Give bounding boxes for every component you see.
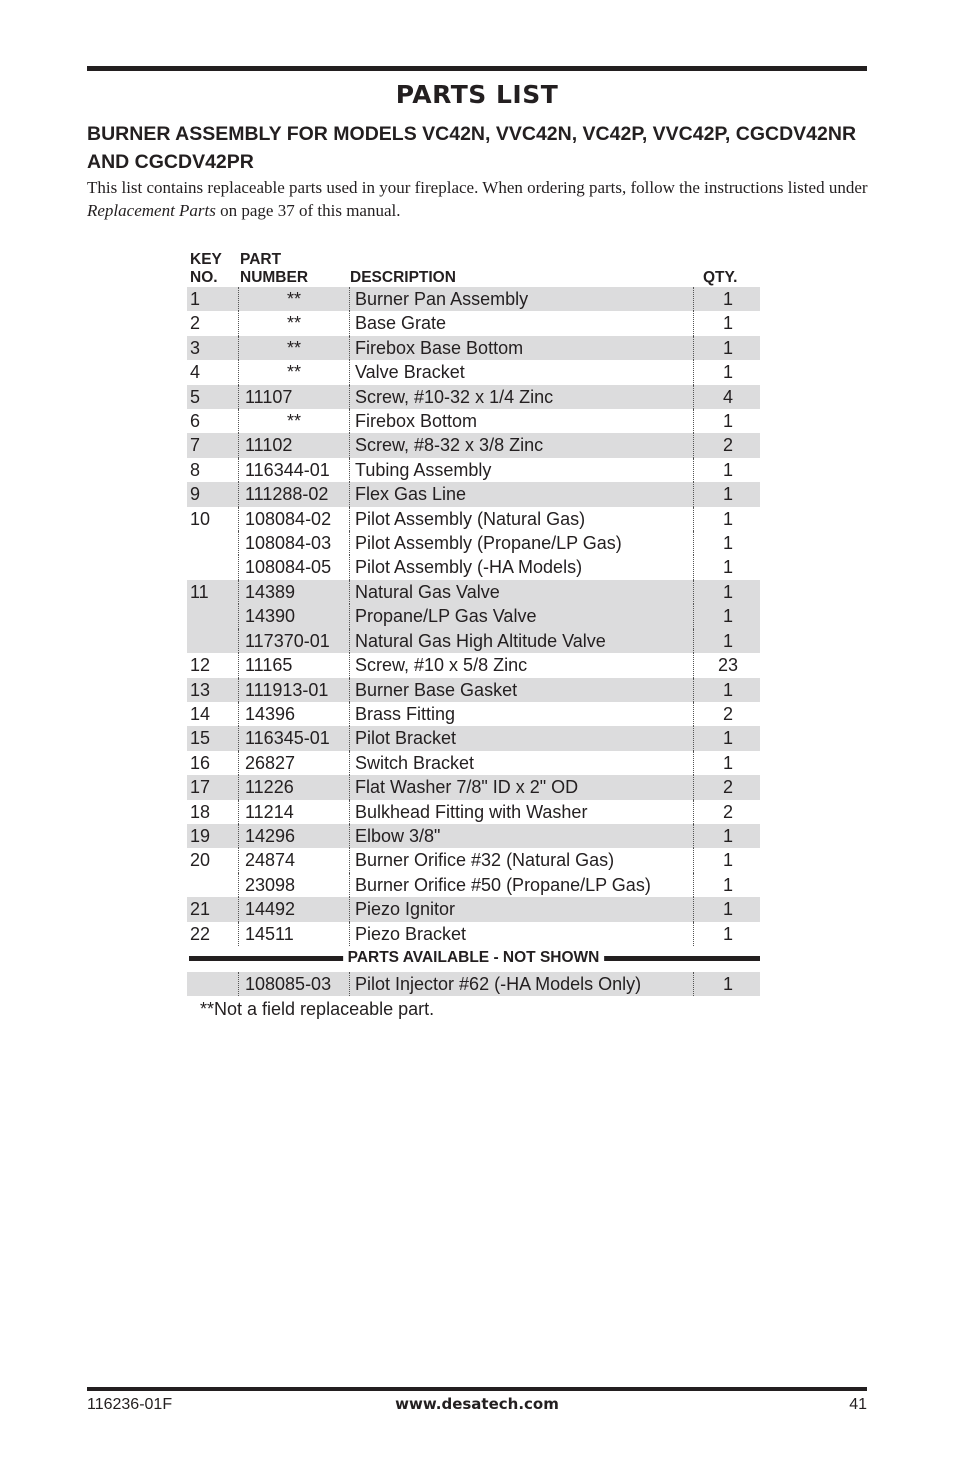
key-no-cell: 14 xyxy=(190,703,211,724)
intro-text-before: This list contains replaceable parts used in your fireplace. When ordering parts, follow the instructions listed under xyxy=(87,178,868,197)
description-cell: Natural Gas Valve xyxy=(349,580,693,604)
table-row xyxy=(187,507,760,531)
qty-cell: 1 xyxy=(693,360,762,384)
key-no-cell: 20 xyxy=(190,850,211,871)
table-row xyxy=(187,385,760,409)
part-number-cell: 11226 xyxy=(238,775,349,799)
table-row xyxy=(187,531,760,555)
parts-table-header xyxy=(187,248,760,287)
qty-cell: 1 xyxy=(693,409,762,433)
qty-cell: 1 xyxy=(693,507,762,531)
website: www.desatech.com xyxy=(395,1395,559,1413)
qty-cell: 2 xyxy=(693,433,762,457)
description-cell: Propane/LP Gas Valve xyxy=(349,604,693,628)
qty-cell: 1 xyxy=(693,824,762,848)
key-no-cell: 9 xyxy=(190,484,201,505)
qty-cell: 1 xyxy=(693,972,762,996)
part-number-cell: 14296 xyxy=(238,824,349,848)
table-row xyxy=(187,972,760,996)
not-shown-label: PARTS AVAILABLE - NOT SHOWN xyxy=(343,949,605,967)
qty-cell: 1 xyxy=(693,531,762,555)
qty-cell: 1 xyxy=(693,604,762,628)
table-row xyxy=(187,629,760,653)
part-number-cell: 26827 xyxy=(238,751,349,775)
qty-cell: 1 xyxy=(693,311,762,335)
qty-cell: 1 xyxy=(693,922,762,946)
description-cell: Pilot Assembly (Propane/LP Gas) xyxy=(349,531,693,555)
qty-cell: 1 xyxy=(693,287,762,311)
qty-cell: 2 xyxy=(693,775,762,799)
description-cell: Pilot Assembly (Natural Gas) xyxy=(349,507,693,531)
key-no-cell: 1 xyxy=(190,289,201,309)
part-number-cell: ** xyxy=(238,336,349,360)
part-number-cell: 14511 xyxy=(238,922,349,946)
description-cell: Tubing Assembly xyxy=(349,458,693,482)
part-number-cell: 11165 xyxy=(238,653,349,677)
key-no-cell: 6 xyxy=(190,411,201,432)
description-cell: Flex Gas Line xyxy=(349,482,693,506)
description-cell: Screw, #8-32 x 3/8 Zinc xyxy=(349,433,693,457)
key-no-cell: 16 xyxy=(190,752,211,773)
description-cell: Base Grate xyxy=(349,311,693,335)
part-number-cell: ** xyxy=(238,409,349,433)
part-number-cell: 116345-01 xyxy=(238,726,349,750)
table-row xyxy=(187,555,760,579)
key-no-cell xyxy=(187,873,238,897)
key-no-cell: 3 xyxy=(190,337,201,358)
page-number: 41 xyxy=(849,1396,867,1413)
part-number-cell: 11102 xyxy=(238,433,349,457)
description-cell: Valve Bracket xyxy=(349,360,693,384)
part-number-cell: ** xyxy=(238,311,349,335)
key-no-cell: 8 xyxy=(190,459,201,480)
description-cell: Piezo Bracket xyxy=(349,922,693,946)
qty-cell: 1 xyxy=(693,336,762,360)
intro-text-after: on page 37 of this manual. xyxy=(215,201,401,220)
table-row xyxy=(187,653,760,677)
key-no-cell: 4 xyxy=(190,362,201,383)
table-row xyxy=(187,580,760,604)
key-no-cell xyxy=(187,555,238,579)
description-cell: Brass Fitting xyxy=(349,702,693,726)
description-cell: Burner Orifice #32 (Natural Gas) xyxy=(349,848,693,872)
description-cell: Screw, #10 x 5/8 Zinc xyxy=(349,653,693,677)
top-rule xyxy=(87,66,867,71)
table-row xyxy=(187,800,760,824)
part-number-cell: 14389 xyxy=(238,580,349,604)
table-row xyxy=(187,873,760,897)
description-cell: Firebox Bottom xyxy=(349,409,693,433)
table-row xyxy=(187,482,760,506)
key-no-cell xyxy=(187,972,238,996)
table-row xyxy=(187,678,760,702)
header-description: DESCRIPTION xyxy=(350,269,456,286)
qty-cell: 1 xyxy=(693,482,762,506)
section-title: BURNER ASSEMBLY FOR MODELS VC42N, VVC42N, VC42P, VVC42P, CGCDV42NR AND CGCDV42PR xyxy=(87,123,857,173)
description-cell: Switch Bracket xyxy=(349,751,693,775)
header-key-no: KEY NO. xyxy=(190,251,222,286)
qty-cell: 23 xyxy=(693,653,762,677)
parts-table-body xyxy=(187,287,760,946)
header-qty: QTY. xyxy=(703,269,738,286)
table-row xyxy=(187,458,760,482)
description-cell: Elbow 3/8" xyxy=(349,824,693,848)
key-no-cell: 19 xyxy=(190,825,211,846)
table-row xyxy=(187,922,760,946)
table-row xyxy=(187,311,760,335)
intro-italic-reference: Replacement Parts xyxy=(87,201,216,220)
qty-cell: 1 xyxy=(693,726,762,750)
key-no-cell: 5 xyxy=(190,386,201,407)
part-number-cell: 111288-02 xyxy=(238,482,349,506)
part-number-cell: 111913-01 xyxy=(238,678,349,702)
table-row xyxy=(187,726,760,750)
part-number-cell: 108085-03 xyxy=(238,972,349,996)
qty-cell: 1 xyxy=(693,751,762,775)
key-no-cell: 21 xyxy=(190,899,211,920)
key-no-cell xyxy=(187,531,238,555)
table-row xyxy=(187,433,760,457)
table-row xyxy=(187,409,760,433)
part-number-cell: 14492 xyxy=(238,897,349,921)
key-no-cell: 15 xyxy=(190,728,211,749)
key-no-cell: 13 xyxy=(190,679,211,700)
key-no-cell: 7 xyxy=(190,435,201,456)
part-number-cell: ** xyxy=(238,360,349,384)
bottom-rule xyxy=(87,1387,867,1391)
key-no-cell: 17 xyxy=(190,777,211,798)
description-cell: Bulkhead Fitting with Washer xyxy=(349,800,693,824)
qty-cell: 1 xyxy=(693,848,762,872)
part-number-cell: 108084-05 xyxy=(238,555,349,579)
key-no-cell xyxy=(187,629,238,653)
part-number-cell: 108084-02 xyxy=(238,507,349,531)
table-row xyxy=(187,360,760,384)
description-cell: Burner Base Gasket xyxy=(349,678,693,702)
key-no-cell: 2 xyxy=(190,313,201,334)
table-row xyxy=(187,287,760,311)
description-cell: Pilot Injector #62 (-HA Models Only) xyxy=(349,972,693,996)
qty-cell: 2 xyxy=(693,702,762,726)
key-no-cell xyxy=(187,604,238,628)
description-cell: Piezo Ignitor xyxy=(349,897,693,921)
table-row xyxy=(187,775,760,799)
qty-cell: 2 xyxy=(693,800,762,824)
description-cell: Natural Gas High Altitude Valve xyxy=(349,629,693,653)
table-row xyxy=(187,751,760,775)
qty-cell: 1 xyxy=(693,678,762,702)
part-number-cell: 14396 xyxy=(238,702,349,726)
part-number-cell: ** xyxy=(238,287,349,311)
not-shown-body xyxy=(187,972,760,996)
key-no-cell: 12 xyxy=(190,655,211,676)
qty-cell: 1 xyxy=(693,458,762,482)
part-number-cell: 23098 xyxy=(238,873,349,897)
qty-cell: 1 xyxy=(693,629,762,653)
key-no-cell: 11 xyxy=(190,581,209,602)
table-row xyxy=(187,824,760,848)
part-number-cell: 11214 xyxy=(238,800,349,824)
table-row xyxy=(187,897,760,921)
description-cell: Firebox Base Bottom xyxy=(349,336,693,360)
key-no-cell: 22 xyxy=(190,923,211,944)
description-cell: Pilot Assembly (-HA Models) xyxy=(349,555,693,579)
description-cell: Pilot Bracket xyxy=(349,726,693,750)
part-number-cell: 108084-03 xyxy=(238,531,349,555)
qty-cell: 1 xyxy=(693,873,762,897)
table-row xyxy=(187,702,760,726)
qty-cell: 4 xyxy=(693,385,762,409)
key-no-cell: 10 xyxy=(190,508,211,529)
part-number-cell: 24874 xyxy=(238,848,349,872)
intro-paragraph xyxy=(87,176,877,222)
description-cell: Flat Washer 7/8" ID x 2" OD xyxy=(349,775,693,799)
description-cell: Screw, #10-32 x 1/4 Zinc xyxy=(349,385,693,409)
table-row xyxy=(187,336,760,360)
description-cell: Burner Pan Assembly xyxy=(349,287,693,311)
footnote: **Not a field replaceable part. xyxy=(200,999,435,1019)
qty-cell: 1 xyxy=(693,897,762,921)
table-row xyxy=(187,604,760,628)
part-number-cell: 11107 xyxy=(238,385,349,409)
parts-table xyxy=(187,248,760,996)
qty-cell: 1 xyxy=(693,555,762,579)
description-cell: Burner Orifice #50 (Propane/LP Gas) xyxy=(349,873,693,897)
table-row xyxy=(187,848,760,872)
doc-number: 116236-01F xyxy=(87,1396,173,1413)
qty-cell: 1 xyxy=(693,580,762,604)
header-part-number: PART NUMBER xyxy=(240,251,309,286)
page-title: PARTS LIST xyxy=(395,80,559,109)
key-no-cell: 18 xyxy=(190,801,211,822)
part-number-cell: 116344-01 xyxy=(238,458,349,482)
part-number-cell: 117370-01 xyxy=(238,629,349,653)
part-number-cell: 14390 xyxy=(238,604,349,628)
not-shown-divider xyxy=(187,949,760,967)
